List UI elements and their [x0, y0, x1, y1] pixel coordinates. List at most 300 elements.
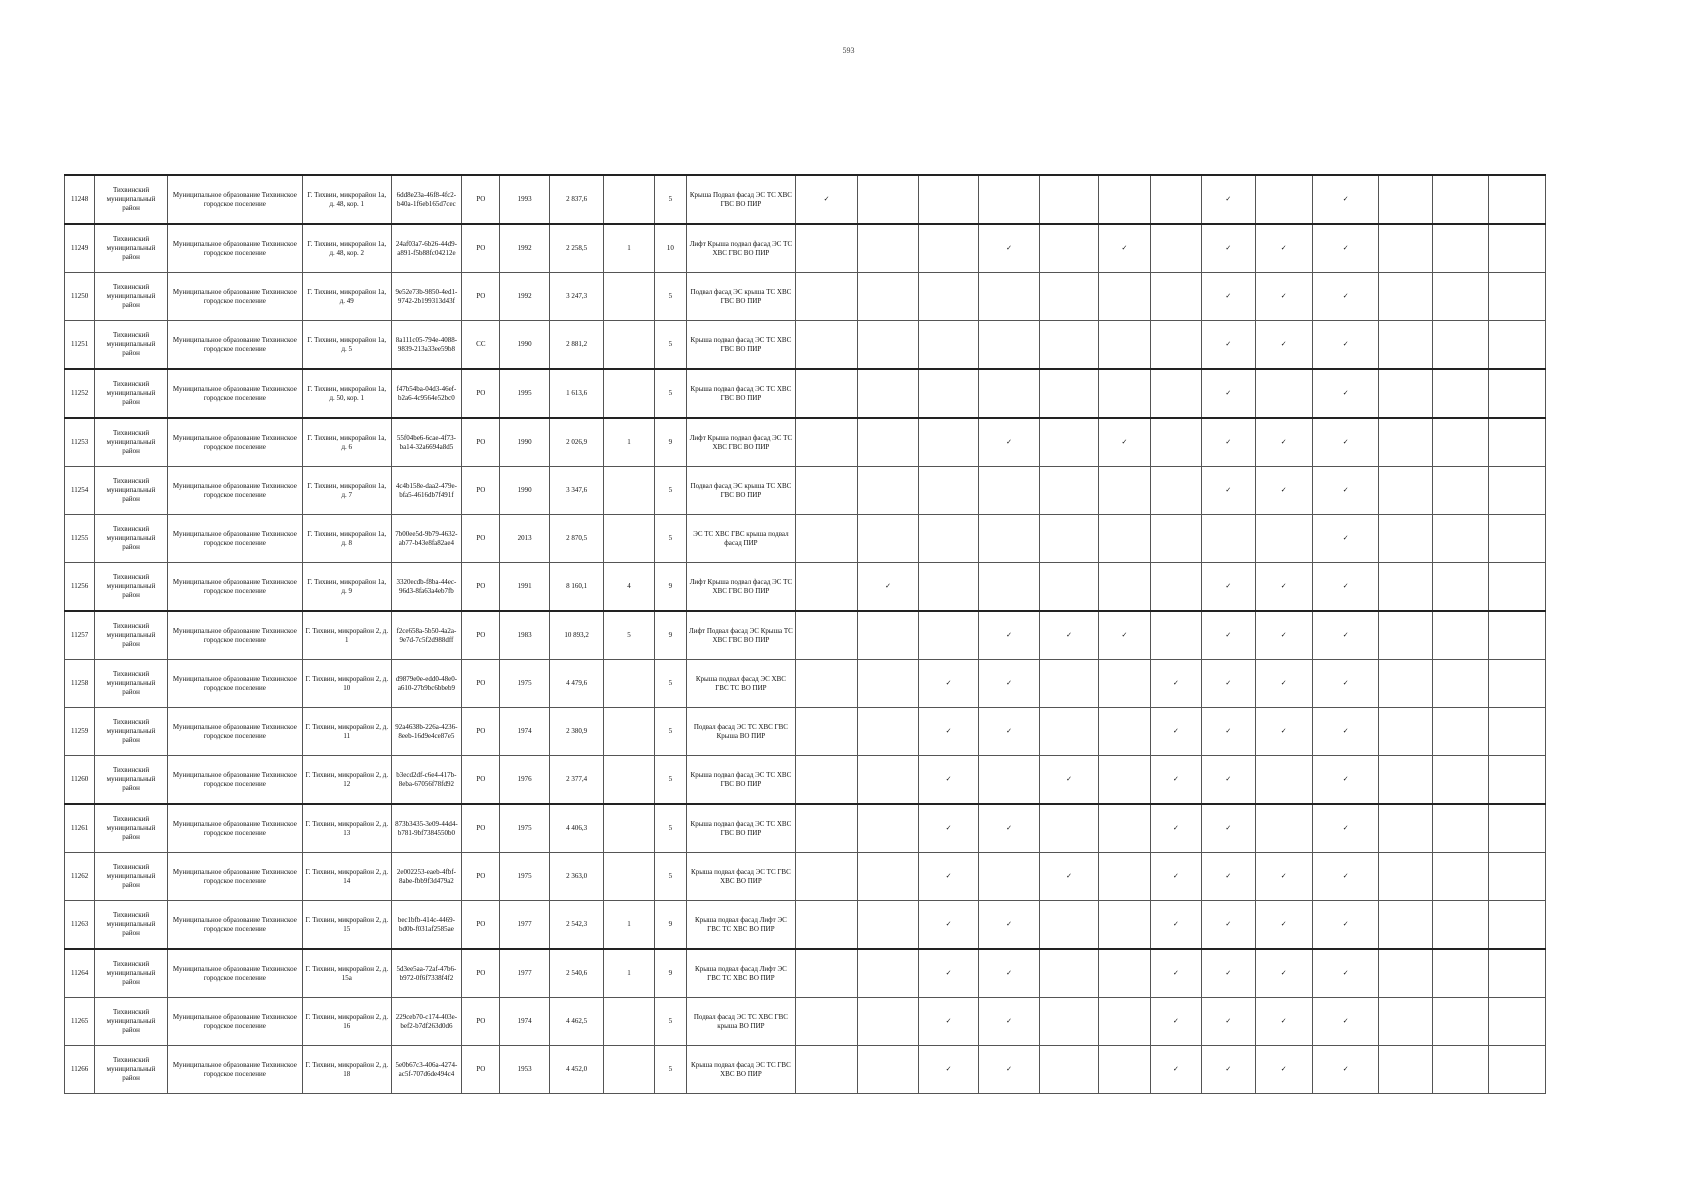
municipality-cell: Муниципальное образование Тихвинское городское поселение: [167, 515, 302, 563]
floors-cell: 9: [654, 949, 686, 998]
floors-cell: 5: [654, 708, 686, 756]
check-mark-icon: ✓: [1006, 1065, 1012, 1073]
lifts-count-cell: [604, 175, 654, 224]
work-mark-cell-11: [1379, 563, 1432, 612]
work-mark-cell-9: [1255, 321, 1312, 370]
lifts-count-cell: [604, 369, 654, 418]
check-mark-icon: ✓: [1225, 244, 1232, 252]
guid-cell: d9879e0e-edd0-48e0-a610-27b9bc6bbeb9: [391, 660, 462, 708]
work-mark-cell-3: [918, 273, 978, 321]
work-mark-cell-10: [1312, 369, 1379, 418]
row-number-cell: 11255: [65, 515, 95, 563]
work-mark-cell-9: [1255, 369, 1312, 418]
row-number-cell: 11257: [65, 611, 95, 660]
work-mark-cell-1: [795, 998, 858, 1046]
work-mark-cell-1: [795, 563, 858, 612]
work-mark-cell-10: [1312, 804, 1379, 853]
work-mark-cell-12: [1432, 224, 1488, 273]
work-mark-cell-7: [1150, 467, 1201, 515]
work-mark-cell-8: [1202, 804, 1255, 853]
area-cell: 8 160,1: [549, 563, 603, 612]
work-mark-cell-5: [1039, 515, 1098, 563]
check-mark-icon: ✓: [1280, 1065, 1287, 1073]
check-mark-icon: ✓: [1225, 486, 1232, 494]
work-mark-cell-3: [918, 224, 978, 273]
check-mark-icon: ✓: [945, 872, 952, 880]
work-mark-cell-11: [1379, 321, 1432, 370]
work-mark-cell-13: [1489, 224, 1546, 273]
check-mark-icon: ✓: [1280, 872, 1287, 880]
work-mark-cell-5: [1039, 853, 1098, 901]
district-cell: Тихвинский муниципальный район: [95, 224, 168, 273]
work-mark-cell-7: [1150, 273, 1201, 321]
work-mark-cell-4: [979, 467, 1039, 515]
check-mark-icon: ✓: [1225, 292, 1232, 300]
work-mark-cell-12: [1432, 901, 1488, 950]
work-mark-cell-7: [1150, 418, 1201, 467]
check-mark-icon: ✓: [1006, 631, 1012, 639]
district-cell: Тихвинский муниципальный район: [95, 369, 168, 418]
district-cell: Тихвинский муниципальный район: [95, 949, 168, 998]
table-row: [65, 998, 1546, 1046]
address-cell: Г. Тихвин, микрорайон 2, д. 10: [302, 660, 391, 708]
works-list-cell: Подвал фасад ЭС ТС ХВС ГВС крыша ВО ПИР: [686, 998, 795, 1046]
district-cell: Тихвинский муниципальный район: [95, 756, 168, 805]
row-number-cell: 11253: [65, 418, 95, 467]
check-mark-icon: ✓: [945, 679, 952, 687]
work-mark-cell-6: [1099, 273, 1150, 321]
row-number-cell: 11250: [65, 273, 95, 321]
area-cell: 2 870,5: [549, 515, 603, 563]
row-number-cell: 11249: [65, 224, 95, 273]
table-row: [65, 224, 1546, 273]
area-cell: 2 540,6: [549, 949, 603, 998]
work-mark-cell-7: [1150, 804, 1201, 853]
lifts-count-cell: [604, 515, 654, 563]
check-mark-icon: ✓: [945, 969, 952, 977]
year-built-cell: 1977: [500, 949, 549, 998]
address-cell: Г. Тихвин, микрорайон 1а, д. 9: [302, 563, 391, 612]
area-cell: 1 613,6: [549, 369, 603, 418]
work-mark-cell-4: [979, 515, 1039, 563]
work-mark-cell-4: [979, 708, 1039, 756]
ownership-type-cell: РО: [462, 515, 500, 563]
district-cell: Тихвинский муниципальный район: [95, 660, 168, 708]
year-built-cell: 1975: [500, 853, 549, 901]
check-mark-icon: ✓: [1342, 340, 1349, 348]
check-mark-icon: ✓: [1172, 969, 1179, 977]
check-mark-icon: ✓: [1225, 195, 1232, 203]
address-cell: Г. Тихвин, микрорайон 1а, д. 49: [302, 273, 391, 321]
work-mark-cell-10: [1312, 708, 1379, 756]
check-mark-icon: ✓: [1121, 244, 1128, 252]
work-mark-cell-9: [1255, 660, 1312, 708]
work-mark-cell-2: [858, 418, 918, 467]
area-cell: 4 462,5: [549, 998, 603, 1046]
check-mark-icon: ✓: [1342, 631, 1349, 639]
floors-cell: 5: [654, 1046, 686, 1094]
work-mark-cell-6: [1099, 467, 1150, 515]
lifts-count-cell: [604, 756, 654, 805]
address-cell: Г. Тихвин, микрорайон 1а, д. 6: [302, 418, 391, 467]
row-number-cell: 11261: [65, 804, 95, 853]
work-mark-cell-9: [1255, 224, 1312, 273]
work-mark-cell-7: [1150, 901, 1201, 950]
check-mark-icon: ✓: [1280, 486, 1287, 494]
year-built-cell: 1983: [500, 611, 549, 660]
year-built-cell: 1991: [500, 563, 549, 612]
work-mark-cell-5: [1039, 467, 1098, 515]
area-cell: 4 452,0: [549, 1046, 603, 1094]
work-mark-cell-2: [858, 175, 918, 224]
work-mark-cell-13: [1489, 515, 1546, 563]
work-mark-cell-7: [1150, 321, 1201, 370]
check-mark-icon: ✓: [1225, 824, 1232, 832]
work-mark-cell-6: [1099, 611, 1150, 660]
guid-cell: 3320ecdb-f8ba-44ec-96d3-8fa63a4eb7fb: [391, 563, 462, 612]
year-built-cell: 1992: [500, 224, 549, 273]
work-mark-cell-6: [1099, 949, 1150, 998]
work-mark-cell-3: [918, 853, 978, 901]
work-mark-cell-10: [1312, 467, 1379, 515]
work-mark-cell-7: [1150, 998, 1201, 1046]
check-mark-icon: ✓: [1172, 824, 1179, 832]
work-mark-cell-5: [1039, 1046, 1098, 1094]
guid-cell: 7b00ee5d-9b79-4632-ab77-b43e8fa82ae4: [391, 515, 462, 563]
check-mark-icon: ✓: [1342, 292, 1349, 300]
work-mark-cell-9: [1255, 273, 1312, 321]
work-mark-cell-2: [858, 660, 918, 708]
table-row: [65, 1046, 1546, 1094]
work-mark-cell-8: [1202, 708, 1255, 756]
check-mark-icon: ✓: [1342, 969, 1349, 977]
table-row: [65, 515, 1546, 563]
work-mark-cell-11: [1379, 1046, 1432, 1094]
address-cell: Г. Тихвин, микрорайон 2, д. 11: [302, 708, 391, 756]
ownership-type-cell: РО: [462, 418, 500, 467]
floors-cell: 5: [654, 273, 686, 321]
work-mark-cell-11: [1379, 611, 1432, 660]
work-mark-cell-1: [795, 853, 858, 901]
work-mark-cell-2: [858, 708, 918, 756]
municipality-cell: Муниципальное образование Тихвинское городское поселение: [167, 1046, 302, 1094]
guid-cell: 9e52e73b-9850-4ed1-9742-2b199313d43f: [391, 273, 462, 321]
year-built-cell: 1975: [500, 804, 549, 853]
work-mark-cell-11: [1379, 660, 1432, 708]
floors-cell: 9: [654, 901, 686, 950]
work-mark-cell-6: [1099, 369, 1150, 418]
district-cell: Тихвинский муниципальный район: [95, 321, 168, 370]
check-mark-icon: ✓: [1172, 727, 1179, 735]
floors-cell: 10: [654, 224, 686, 273]
ownership-type-cell: РО: [462, 1046, 500, 1094]
check-mark-icon: ✓: [1225, 340, 1232, 348]
ownership-type-cell: РО: [462, 708, 500, 756]
ownership-type-cell: РО: [462, 756, 500, 805]
lifts-count-cell: 1: [604, 901, 654, 950]
area-cell: 2 837,6: [549, 175, 603, 224]
works-list-cell: Подвал фасад ЭС крыша ТС ХВС ГВС ВО ПИР: [686, 467, 795, 515]
floors-cell: 5: [654, 515, 686, 563]
work-mark-cell-2: [858, 611, 918, 660]
work-mark-cell-4: [979, 273, 1039, 321]
work-mark-cell-3: [918, 756, 978, 805]
work-mark-cell-5: [1039, 175, 1098, 224]
work-mark-cell-13: [1489, 949, 1546, 998]
work-mark-cell-5: [1039, 708, 1098, 756]
work-mark-cell-12: [1432, 273, 1488, 321]
district-cell: Тихвинский муниципальный район: [95, 708, 168, 756]
work-mark-cell-7: [1150, 515, 1201, 563]
ownership-type-cell: РО: [462, 467, 500, 515]
work-mark-cell-2: [858, 1046, 918, 1094]
works-list-cell: ЭС ТС ХВС ГВС крыша подвал фасад ПИР: [686, 515, 795, 563]
work-mark-cell-7: [1150, 1046, 1201, 1094]
work-mark-cell-5: [1039, 756, 1098, 805]
table-row: [65, 660, 1546, 708]
work-mark-cell-5: [1039, 418, 1098, 467]
municipality-cell: Муниципальное образование Тихвинское городское поселение: [167, 804, 302, 853]
work-mark-cell-10: [1312, 998, 1379, 1046]
work-mark-cell-5: [1039, 998, 1098, 1046]
work-mark-cell-4: [979, 1046, 1039, 1094]
district-cell: Тихвинский муниципальный район: [95, 467, 168, 515]
check-mark-icon: ✓: [1342, 486, 1349, 494]
district-cell: Тихвинский муниципальный район: [95, 1046, 168, 1094]
works-list-cell: Крыша подвал фасад ЭС ХВС ГВС ТС ВО ПИР: [686, 660, 795, 708]
table-row: [65, 756, 1546, 805]
ownership-type-cell: РО: [462, 804, 500, 853]
check-mark-icon: ✓: [1342, 582, 1349, 590]
check-mark-icon: ✓: [1006, 969, 1012, 977]
work-mark-cell-3: [918, 998, 978, 1046]
work-mark-cell-8: [1202, 563, 1255, 612]
work-mark-cell-10: [1312, 853, 1379, 901]
work-mark-cell-12: [1432, 369, 1488, 418]
ownership-type-cell: СС: [462, 321, 500, 370]
work-mark-cell-6: [1099, 901, 1150, 950]
row-number-cell: 11259: [65, 708, 95, 756]
work-mark-cell-4: [979, 804, 1039, 853]
table-row: [65, 611, 1546, 660]
check-mark-icon: ✓: [1225, 438, 1232, 446]
check-mark-icon: ✓: [1280, 244, 1287, 252]
ownership-type-cell: РО: [462, 611, 500, 660]
row-number-cell: 11262: [65, 853, 95, 901]
work-mark-cell-9: [1255, 467, 1312, 515]
work-mark-cell-10: [1312, 418, 1379, 467]
work-mark-cell-9: [1255, 998, 1312, 1046]
floors-cell: 5: [654, 369, 686, 418]
table-row: [65, 853, 1546, 901]
lifts-count-cell: 1: [604, 224, 654, 273]
district-cell: Тихвинский муниципальный район: [95, 611, 168, 660]
floors-cell: 9: [654, 611, 686, 660]
guid-cell: 8a111c05-794e-4088-9839-213a33ee59b8: [391, 321, 462, 370]
floors-cell: 5: [654, 467, 686, 515]
page-number: 593: [842, 46, 855, 55]
row-number-cell: 11258: [65, 660, 95, 708]
area-cell: 2 363,0: [549, 853, 603, 901]
works-list-cell: Крыша Подвал фасад ЭС ТС ХВС ГВС ВО ПИР: [686, 175, 795, 224]
works-list-cell: Крыша подвал фасад ЭС ТС ХВС ГВС ВО ПИР: [686, 369, 795, 418]
year-built-cell: 1995: [500, 369, 549, 418]
municipality-cell: Муниципальное образование Тихвинское городское поселение: [167, 369, 302, 418]
work-mark-cell-1: [795, 418, 858, 467]
lifts-count-cell: 4: [604, 563, 654, 612]
work-mark-cell-1: [795, 949, 858, 998]
work-mark-cell-13: [1489, 660, 1546, 708]
work-mark-cell-11: [1379, 853, 1432, 901]
works-list-cell: Подвал фасад ЭС ТС ХВС ГВС Крыша ВО ПИР: [686, 708, 795, 756]
year-built-cell: 1977: [500, 901, 549, 950]
check-mark-icon: ✓: [1342, 775, 1349, 783]
check-mark-icon: ✓: [1342, 679, 1349, 687]
works-list-cell: Лифт Крыша подвал фасад ЭС ТС ХВС ГВС ВО ПИР: [686, 563, 795, 612]
work-mark-cell-9: [1255, 949, 1312, 998]
work-mark-cell-11: [1379, 949, 1432, 998]
work-mark-cell-6: [1099, 756, 1150, 805]
work-mark-cell-4: [979, 418, 1039, 467]
work-mark-cell-1: [795, 321, 858, 370]
check-mark-icon: ✓: [1342, 727, 1349, 735]
work-mark-cell-11: [1379, 515, 1432, 563]
ownership-type-cell: РО: [462, 998, 500, 1046]
check-mark-icon: ✓: [1066, 775, 1072, 783]
table-row: [65, 804, 1546, 853]
work-mark-cell-12: [1432, 660, 1488, 708]
works-list-cell: Крыша подвал фасад Лифт ЭС ГВС ТС ХВС ВО ПИР: [686, 949, 795, 998]
floors-cell: 9: [654, 563, 686, 612]
check-mark-icon: ✓: [1225, 1017, 1232, 1025]
ownership-type-cell: РО: [462, 224, 500, 273]
work-mark-cell-9: [1255, 418, 1312, 467]
work-mark-cell-1: [795, 708, 858, 756]
work-mark-cell-7: [1150, 949, 1201, 998]
work-mark-cell-10: [1312, 224, 1379, 273]
address-cell: Г. Тихвин, микрорайон 2, д. 12: [302, 756, 391, 805]
work-mark-cell-1: [795, 756, 858, 805]
area-cell: 4 479,6: [549, 660, 603, 708]
guid-cell: 24af03a7-6b26-44d9-a891-f5b88fc04212e: [391, 224, 462, 273]
work-mark-cell-12: [1432, 756, 1488, 805]
work-mark-cell-3: [918, 901, 978, 950]
address-cell: Г. Тихвин, микрорайон 2, д. 13: [302, 804, 391, 853]
work-mark-cell-12: [1432, 998, 1488, 1046]
work-mark-cell-6: [1099, 853, 1150, 901]
work-mark-cell-12: [1432, 708, 1488, 756]
work-mark-cell-3: [918, 1046, 978, 1094]
work-mark-cell-1: [795, 901, 858, 950]
area-cell: 4 406,3: [549, 804, 603, 853]
municipality-cell: Муниципальное образование Тихвинское городское поселение: [167, 611, 302, 660]
work-mark-cell-2: [858, 853, 918, 901]
work-mark-cell-1: [795, 611, 858, 660]
row-number-cell: 11254: [65, 467, 95, 515]
work-mark-cell-8: [1202, 418, 1255, 467]
work-mark-cell-10: [1312, 660, 1379, 708]
row-number-cell: 11248: [65, 175, 95, 224]
year-built-cell: 1953: [500, 1046, 549, 1094]
work-mark-cell-11: [1379, 708, 1432, 756]
work-mark-cell-13: [1489, 998, 1546, 1046]
work-mark-cell-12: [1432, 853, 1488, 901]
check-mark-icon: ✓: [1225, 872, 1232, 880]
work-mark-cell-12: [1432, 949, 1488, 998]
district-cell: Тихвинский муниципальный район: [95, 853, 168, 901]
work-mark-cell-3: [918, 660, 978, 708]
work-mark-cell-11: [1379, 273, 1432, 321]
row-number-cell: 11256: [65, 563, 95, 612]
check-mark-icon: ✓: [1280, 340, 1287, 348]
work-mark-cell-4: [979, 563, 1039, 612]
work-mark-cell-11: [1379, 804, 1432, 853]
lifts-count-cell: [604, 1046, 654, 1094]
year-built-cell: 1975: [500, 660, 549, 708]
check-mark-icon: ✓: [1280, 631, 1287, 639]
work-mark-cell-2: [858, 998, 918, 1046]
work-mark-cell-10: [1312, 1046, 1379, 1094]
address-cell: Г. Тихвин, микрорайон 1а, д. 8: [302, 515, 391, 563]
guid-cell: 5d3ee5aa-72af-47b6-b972-0f6f7338f4f2: [391, 949, 462, 998]
work-mark-cell-8: [1202, 998, 1255, 1046]
work-mark-cell-8: [1202, 660, 1255, 708]
address-cell: Г. Тихвин, микрорайон 1а, д. 50, кор. 1: [302, 369, 391, 418]
works-list-cell: Крыша подвал фасад ЭС ТС ХВС ГВС ВО ПИР: [686, 756, 795, 805]
work-mark-cell-6: [1099, 708, 1150, 756]
work-mark-cell-3: [918, 804, 978, 853]
check-mark-icon: ✓: [1225, 969, 1232, 977]
check-mark-icon: ✓: [945, 775, 952, 783]
guid-cell: f47b54ba-04d3-46ef-b2a6-4c9564e52bc0: [391, 369, 462, 418]
work-mark-cell-5: [1039, 611, 1098, 660]
floors-cell: 9: [654, 418, 686, 467]
work-mark-cell-13: [1489, 901, 1546, 950]
address-cell: Г. Тихвин, микрорайон 2, д. 15а: [302, 949, 391, 998]
work-mark-cell-8: [1202, 901, 1255, 950]
work-mark-cell-4: [979, 853, 1039, 901]
work-mark-cell-3: [918, 369, 978, 418]
year-built-cell: 1990: [500, 418, 549, 467]
work-mark-cell-2: [858, 515, 918, 563]
work-mark-cell-6: [1099, 563, 1150, 612]
municipality-cell: Муниципальное образование Тихвинское городское поселение: [167, 563, 302, 612]
check-mark-icon: ✓: [945, 824, 952, 832]
work-mark-cell-7: [1150, 708, 1201, 756]
work-mark-cell-4: [979, 224, 1039, 273]
check-mark-icon: ✓: [1280, 1017, 1287, 1025]
check-mark-icon: ✓: [1280, 727, 1287, 735]
work-mark-cell-4: [979, 756, 1039, 805]
guid-cell: bec1bfb-414c-4469-bd0b-f031af2585ae: [391, 901, 462, 950]
check-mark-icon: ✓: [1172, 679, 1179, 687]
check-mark-icon: ✓: [1121, 438, 1128, 446]
work-mark-cell-12: [1432, 321, 1488, 370]
check-mark-icon: ✓: [1225, 631, 1232, 639]
row-number-cell: 11263: [65, 901, 95, 950]
guid-cell: 4c4b158e-daa2-479e-bfa5-4616db7f491f: [391, 467, 462, 515]
work-mark-cell-5: [1039, 321, 1098, 370]
work-mark-cell-11: [1379, 756, 1432, 805]
work-mark-cell-4: [979, 949, 1039, 998]
ownership-type-cell: РО: [462, 175, 500, 224]
work-mark-cell-3: [918, 708, 978, 756]
area-cell: 10 893,2: [549, 611, 603, 660]
work-mark-cell-5: [1039, 369, 1098, 418]
guid-cell: b3ecd2df-c6e4-417b-8eba-67056f78fd92: [391, 756, 462, 805]
row-number-cell: 11265: [65, 998, 95, 1046]
row-number-cell: 11251: [65, 321, 95, 370]
